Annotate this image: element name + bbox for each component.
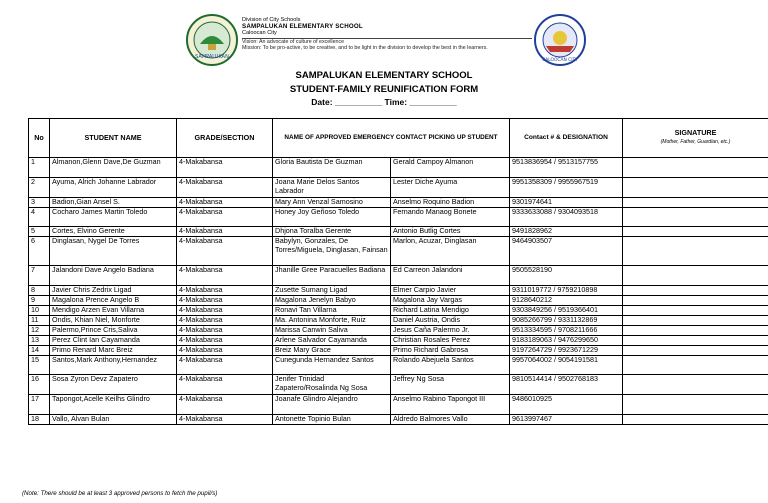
header-approved-contact: NAME OF APPROVED EMERGENCY CONTACT PICKING UP STUDENT (273, 119, 510, 158)
approved-contact-1: Mary Ann Venzal Samosino (273, 198, 391, 208)
division-name: Division of City Schools (242, 17, 301, 23)
approved-contact-2: Elmer Carpio Javier (391, 286, 510, 296)
contact-number: 9311019772 / 9759210898 (510, 286, 623, 296)
student-name: Magalona Prence Angelo B (50, 296, 177, 306)
approved-contact-1: Gloria Bautista De Guzman (273, 158, 391, 178)
grade-section: 4-Makabansa (177, 296, 273, 306)
approved-contact-2: Fernando Manaog Bonete (391, 208, 510, 227)
student-name: Dinglasan, Nygel De Torres (50, 237, 177, 266)
row-number: 6 (29, 237, 50, 266)
letterhead-text (242, 17, 532, 52)
approved-contact-1: Joanafe Glindro Alejandro (273, 395, 391, 415)
table-row (29, 375, 768, 395)
row-number: 5 (29, 227, 50, 237)
table-row (29, 326, 768, 336)
grade-section: 4-Makabansa (177, 266, 273, 286)
table-row (29, 286, 768, 296)
approved-contact-1: Babylyn, Gonzales, De Torres/Miguela, Dinglasan, Fainsan (273, 237, 391, 266)
contact-number: 9613997467 (510, 415, 623, 425)
table-row (29, 178, 768, 198)
contact-number: 9301974641 (510, 198, 623, 208)
seal-right-text: CALOOCAN CITY (542, 58, 578, 63)
student-name: Vallo, Alvan Bulan (50, 415, 177, 425)
city-seal-icon (534, 14, 586, 66)
contact-number: 9505528190 (510, 266, 623, 286)
contact-number: 9085266799 / 9331132869 (510, 316, 623, 326)
approved-contact-1: Cunegunda Hernandez Santos (273, 356, 391, 375)
school-seal-icon (186, 14, 238, 66)
contact-number: 9951358309 / 9955967519 (510, 178, 623, 198)
student-name: Cocharo James Martin Toledo (50, 208, 177, 227)
grade-section: 4-Makabansa (177, 346, 273, 356)
signature-field[interactable] (623, 296, 768, 306)
grade-section: 4-Makabansa (177, 306, 273, 316)
row-number: 1 (29, 158, 50, 178)
grade-section: 4-Makabansa (177, 326, 273, 336)
table-row (29, 296, 768, 306)
table-row (29, 158, 768, 178)
grade-section: 4-Makabansa (177, 375, 273, 395)
header-signature-label: SIGNATURE (674, 128, 717, 138)
approved-contact-1: Dhjona Toralba Gerente (273, 227, 391, 237)
signature-field[interactable] (623, 326, 768, 336)
signature-field[interactable] (623, 237, 768, 266)
table-row (29, 395, 768, 415)
contact-number: 9464903507 (510, 237, 623, 266)
signature-field[interactable] (623, 346, 768, 356)
table-header-row (29, 119, 768, 158)
row-number: 18 (29, 415, 50, 425)
mission-text: Mission: To be pro-active, to be creative, and to be light in the division to develop the best in the learners. (242, 45, 488, 52)
student-name: Cortes, Elvino Gerente (50, 227, 177, 237)
row-number: 10 (29, 306, 50, 316)
grade-section: 4-Makabansa (177, 237, 273, 266)
header-signature-sub: (Mother, Father, Guardian, etc.) (660, 139, 731, 145)
grade-section: 4-Makabansa (177, 208, 273, 227)
reunification-table (28, 118, 768, 425)
approved-contact-2: Richard Latina Mendigo (391, 306, 510, 316)
approved-contact-2: Daniel Austria, Ondis (391, 316, 510, 326)
row-number: 12 (29, 326, 50, 336)
student-name: Jalandoni Dave Angelo Badiana (50, 266, 177, 286)
header-signature (623, 119, 768, 158)
city-name: Caloocan City (242, 30, 277, 37)
row-number: 4 (29, 208, 50, 227)
row-number: 15 (29, 356, 50, 375)
student-name: Almanon,Glenn Dave,De Guzman (50, 158, 177, 178)
grade-section: 4-Makabansa (177, 336, 273, 346)
student-name: Javier Chris Zedrix Ligad (50, 286, 177, 296)
approved-contact-2: Primo Richard Gabrosa (391, 346, 510, 356)
approved-contact-2: Jeffrey Ng Sosa (391, 375, 510, 395)
signature-field[interactable] (623, 158, 768, 178)
approved-contact-1: Ronavi Tan Villarna (273, 306, 391, 316)
student-name: Perez Clint Ian Cayamanda (50, 336, 177, 346)
signature-field[interactable] (623, 395, 768, 415)
approved-contact-2: Anselmo Rabino Tapongot III (391, 395, 510, 415)
contact-number: 9486010925 (510, 395, 623, 415)
signature-field[interactable] (623, 375, 768, 395)
approved-contact-1: Breiz Mary Grace (273, 346, 391, 356)
row-number: 11 (29, 316, 50, 326)
approved-contact-2: Jesus Caña Palermo Jr. (391, 326, 510, 336)
signature-field[interactable] (623, 336, 768, 346)
table-row (29, 336, 768, 346)
student-name: Tapongot,Acelle Keilhs Glindro (50, 395, 177, 415)
signature-field[interactable] (623, 286, 768, 296)
header-student-name: STUDENT NAME (50, 119, 177, 158)
date-time-line: Date: __________ Time: __________ (311, 97, 457, 107)
seal-left-text: SAMPALUKAN (195, 54, 229, 60)
table-row (29, 346, 768, 356)
vision-text: Vision: An advocate of culture of excellence (242, 38, 345, 45)
row-number: 16 (29, 375, 50, 395)
table-row (29, 415, 768, 425)
table-row (29, 316, 768, 326)
approved-contact-1: Zusette Sumang Ligad (273, 286, 391, 296)
approved-contact-2: Christian Rosales Perez (391, 336, 510, 346)
row-number: 17 (29, 395, 50, 415)
approved-contact-1: Marissa Canwin Saliva (273, 326, 391, 336)
school-name-upper: SAMPALUKAN ELEMENTARY SCHOOL (242, 22, 363, 30)
approved-contact-1: Arlene Salvador Cayamanda (273, 336, 391, 346)
contact-number: 9491828962 (510, 227, 623, 237)
row-number: 3 (29, 198, 50, 208)
approved-contact-1: Jenifer Trinidad Zapatero/Rosalinda Ng Sosa (273, 375, 391, 395)
approved-contact-1: Antonette Topinio Bulan (273, 415, 391, 425)
table-row (29, 237, 768, 266)
grade-section: 4-Makabansa (177, 395, 273, 415)
approved-contact-2: Rolando Abejuela Santos (391, 356, 510, 375)
header-grade-section: GRADE/SECTION (177, 119, 273, 158)
approved-contact-2: Aldredo Balmores Vallo (391, 415, 510, 425)
grade-section: 4-Makabansa (177, 198, 273, 208)
approved-contact-1: Joana Marie Delos Santos Labrador (273, 178, 391, 198)
contact-number: 9513334595 / 9708211666 (510, 326, 623, 336)
student-name: Mendigo Arzen Evan Villarna (50, 306, 177, 316)
letterhead (0, 14, 768, 64)
grade-section: 4-Makabansa (177, 227, 273, 237)
table-row (29, 306, 768, 316)
student-name: Primo Renard Marc Breiz (50, 346, 177, 356)
student-name: Ondis, Khian Niel, Monforte (50, 316, 177, 326)
header-contact-designation: Contact # & DESIGNATION (510, 119, 623, 158)
grade-section: 4-Makabansa (177, 316, 273, 326)
approved-contact-1: Jhanille Gree Paracuelles Badiana (273, 266, 391, 286)
row-number: 8 (29, 286, 50, 296)
contact-number: 9957064002 / 9054191581 (510, 356, 623, 375)
signature-field[interactable] (623, 306, 768, 316)
student-name: Palermo,Prince Cris,Saliva (50, 326, 177, 336)
signature-field[interactable] (623, 266, 768, 286)
student-name: Badion,Gian Ansel S. (50, 198, 177, 208)
student-name: Ayuma, Alrich Johanne Labrador (50, 178, 177, 198)
signature-field[interactable] (623, 198, 768, 208)
table-row (29, 227, 768, 237)
grade-section: 4-Makabansa (177, 178, 273, 198)
student-name: Santos,Mark Anthony,Hernandez (50, 356, 177, 375)
header-no: No (29, 119, 50, 158)
contact-number: 9810514414 / 9502768183 (510, 375, 623, 395)
approved-contact-2: Gerald Campoy Almanon (391, 158, 510, 178)
signature-field[interactable] (623, 316, 768, 326)
contact-number: 9183189063 / 9476299650 (510, 336, 623, 346)
footnote: (Note: There should be at least 3 approved persons to fetch the pupil/s) (22, 490, 218, 497)
contact-number: 9513836954 / 9513157755 (510, 158, 623, 178)
signature-field[interactable] (623, 227, 768, 237)
signature-field[interactable] (623, 178, 768, 198)
approved-contact-2: Marlon, Acuzar, Dinglasan (391, 237, 510, 266)
school-title: SAMPALUKAN ELEMENTARY SCHOOL (295, 70, 473, 81)
approved-contact-2: Magalona Jay Vargas (391, 296, 510, 306)
grade-section: 4-Makabansa (177, 158, 273, 178)
approved-contact-1: Magalona Jenelyn Babyo (273, 296, 391, 306)
row-number: 14 (29, 346, 50, 356)
row-number: 2 (29, 178, 50, 198)
approved-contact-2: Antonio Butlig Cortes (391, 227, 510, 237)
approved-contact-1: Honey Joy Geñoso Toledo (273, 208, 391, 227)
row-number: 7 (29, 266, 50, 286)
table-row (29, 356, 768, 375)
row-number: 9 (29, 296, 50, 306)
approved-contact-2: Lester Diche Ayuma (391, 178, 510, 198)
student-name: Sosa Zyron Devz Zapatero (50, 375, 177, 395)
approved-contact-1: Ma. Antonina Monforte, Ruiz (273, 316, 391, 326)
contact-number: 9333633088 / 9304093518 (510, 208, 623, 227)
approved-contact-2: Ed Carreon Jalandoni (391, 266, 510, 286)
contact-number: 9197264729 / 9923671229 (510, 346, 623, 356)
signature-field[interactable] (623, 356, 768, 375)
approved-contact-2: Anselmo Roquino Badion (391, 198, 510, 208)
signature-field[interactable] (623, 208, 768, 227)
row-number: 13 (29, 336, 50, 346)
table-row (29, 266, 768, 286)
grade-section: 4-Makabansa (177, 415, 273, 425)
table-row (29, 208, 768, 227)
form-title: STUDENT-FAMILY REUNIFICATION FORM (289, 84, 479, 95)
contact-number: 9128640212 (510, 296, 623, 306)
table-row (29, 198, 768, 208)
signature-field[interactable] (623, 415, 768, 425)
grade-section: 4-Makabansa (177, 356, 273, 375)
grade-section: 4-Makabansa (177, 286, 273, 296)
contact-number: 9303849256 / 9519366401 (510, 306, 623, 316)
